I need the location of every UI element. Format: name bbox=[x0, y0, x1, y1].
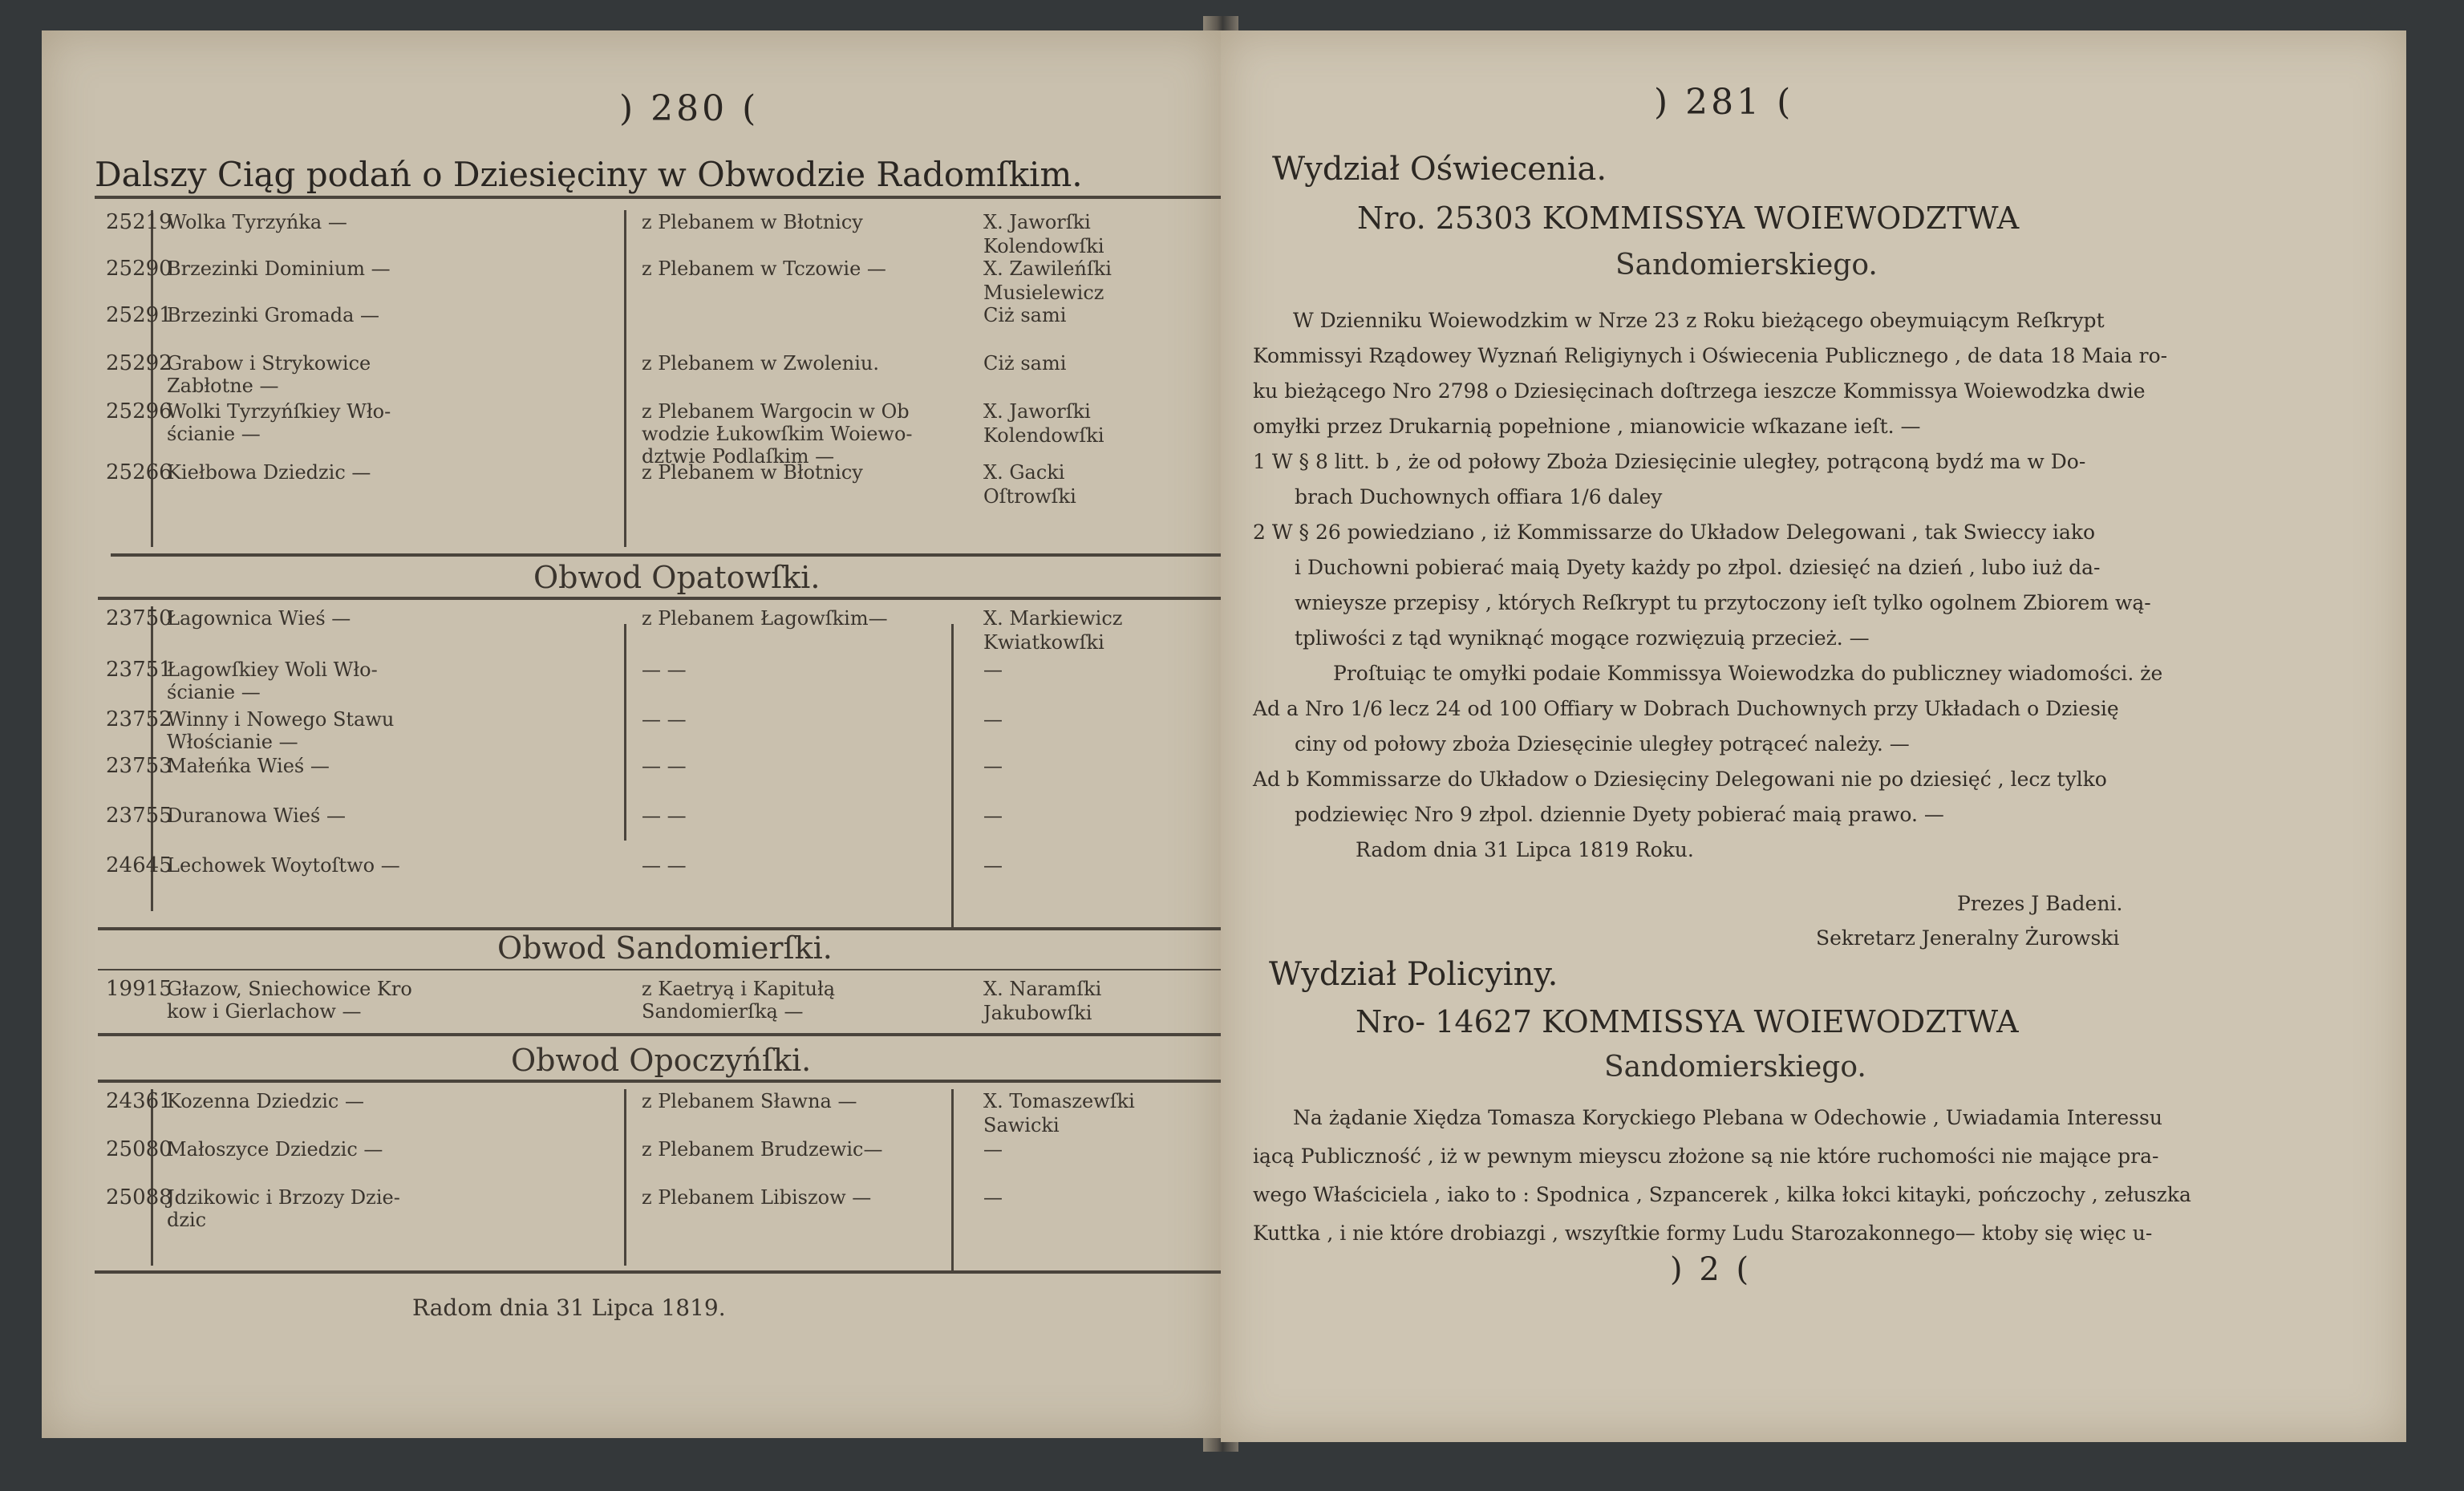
signature: Prezes J Badeni. bbox=[1957, 892, 2123, 915]
parish-with: — — bbox=[642, 804, 687, 827]
place-name: Brzezinki Gromada — bbox=[167, 304, 380, 326]
header-rule bbox=[95, 196, 1221, 199]
entry-number: 25088 bbox=[106, 1185, 172, 1209]
left-page bbox=[42, 30, 1221, 1438]
delegate-name: Kolendowſki bbox=[983, 424, 1104, 447]
notice-heading: Nro- 14627 KOMMISSYA WOIEWODZTWA bbox=[1356, 1004, 2019, 1039]
parish-with: — — bbox=[642, 854, 687, 877]
page-number: ) 280 ( bbox=[619, 88, 760, 129]
body-line: wnieysze przepisy , których Reſkrypt tu przytoczony ieſt tylko ogolnem Zbiorem wą- bbox=[1295, 591, 2151, 614]
delegate-name: Jakubowſki bbox=[983, 1002, 1092, 1024]
delegate-name: X. Zawileńſki bbox=[983, 257, 1112, 280]
right-page bbox=[1221, 30, 2406, 1442]
place-name: Jdzikowic i Brzozy Dzie- bbox=[167, 1186, 400, 1209]
department-heading: Wydział Policyiny. bbox=[1269, 956, 1558, 993]
entry-number: 25266 bbox=[106, 460, 172, 484]
parish-with: z Plebanem Libiszow — bbox=[642, 1186, 872, 1209]
body-line: Ad b Kommissarze do Układow o Dziesięciny Delegowani nie po dziesięć , lecz tylko bbox=[1253, 768, 2107, 791]
place-name-cont: ścianie — bbox=[167, 423, 261, 445]
place-name-cont: ścianie — bbox=[167, 681, 261, 703]
page-number: ) 281 ( bbox=[1654, 82, 1794, 123]
entry-number: 23750 bbox=[106, 606, 172, 630]
body-line: Proſtuiąc te omyłki podaie Kommissya Woiewodzka do publiczney wiadomości. że bbox=[1333, 662, 2163, 685]
delegate-name: Ciż sami bbox=[983, 304, 1067, 326]
delegate-name: — bbox=[983, 708, 1003, 731]
place-name-cont: kow i Gierlachow — bbox=[167, 1000, 362, 1023]
body-line: brach Duchownych offiara 1/6 daley bbox=[1295, 485, 1663, 508]
body-line: podziewięc Nro 9 złpol. dziennie Dyety pobierać maią prawo. — bbox=[1295, 803, 1944, 826]
page-title: Dalszy Ciąg podań o Dziesięciny w Obwodzie Radomſkim. bbox=[95, 155, 1083, 194]
body-line: ciny od połowy zboża Dziesęcinie uległey potrąceć należy. — bbox=[1295, 732, 1910, 756]
delegate-name: X. Jaworſki bbox=[983, 211, 1091, 233]
body-line: 1 W § 8 litt. b , że od połowy Zboża Dziesięcinie uległey, potrąconą bydź ma w Do- bbox=[1253, 450, 2086, 473]
body-line: Radom dnia 31 Lipca 1819 Roku. bbox=[1356, 838, 1694, 861]
body-line: Kuttka , i nie które drobiazgi , wszyſtkie formy Ludu Starozakonnego— ktoby się więc u- bbox=[1253, 1222, 2153, 1245]
delegate-name: X. Markiewicz bbox=[983, 607, 1123, 630]
entry-number: 25219 bbox=[106, 210, 172, 234]
parish-with: z Plebanem Wargocin w Ob bbox=[642, 400, 910, 423]
notice-heading: Nro. 25303 KOMMISSYA WOIEWODZTWA bbox=[1357, 201, 2020, 236]
entry-number: 19915 bbox=[106, 977, 172, 1001]
delegate-name: X. Naramſki bbox=[983, 978, 1102, 1000]
column-divider bbox=[624, 624, 626, 841]
body-line: omyłki przez Drukarnią popełnione , mianowicie wſkazane ieſt. — bbox=[1253, 415, 1921, 438]
section-rule bbox=[111, 553, 1221, 557]
signature-mark: ) 2 ( bbox=[1670, 1251, 1753, 1288]
parish-with: — — bbox=[642, 755, 687, 777]
delegate-name: — bbox=[983, 658, 1003, 681]
parish-with: — — bbox=[642, 708, 687, 731]
parish-with-cont: dztwie Podlaſkim — bbox=[642, 445, 835, 468]
section-rule bbox=[98, 1080, 1221, 1083]
entry-number: 25080 bbox=[106, 1137, 172, 1161]
body-line: Na żądanie Xiędza Tomasza Koryckiego Plebana w Odechowie , Uwiadamia Interessu bbox=[1293, 1106, 2162, 1129]
column-divider bbox=[951, 1089, 954, 1274]
place-name: Małeńka Wieś — bbox=[167, 755, 330, 777]
entry-number: 24645 bbox=[106, 853, 172, 877]
page-footer: Radom dnia 31 Lipca 1819. bbox=[412, 1294, 726, 1321]
place-name: Lechowek Woytoſtwo — bbox=[167, 854, 400, 877]
delegate-name: — bbox=[983, 755, 1003, 777]
column-divider bbox=[624, 1089, 626, 1266]
entry-number: 25291 bbox=[106, 303, 172, 327]
place-name: Łagownica Wieś — bbox=[167, 607, 351, 630]
delegate-name: — bbox=[983, 1186, 1003, 1209]
parish-with-cont: wodzie Łukowſkim Woiewo- bbox=[642, 423, 913, 445]
place-name: Wolka Tyrzyńka — bbox=[167, 211, 347, 233]
delegate-name: — bbox=[983, 804, 1003, 827]
section-rule bbox=[98, 969, 1221, 970]
place-name: Brzezinki Dominium — bbox=[167, 257, 391, 280]
parish-with: z Plebanem w Zwoleniu. bbox=[642, 352, 879, 375]
department-heading: Wydział Oświecenia. bbox=[1272, 151, 1607, 188]
entry-number: 25292 bbox=[106, 351, 172, 375]
section-rule bbox=[98, 1033, 1221, 1036]
entry-number: 23753 bbox=[106, 754, 172, 778]
delegate-name: Kolendowſki bbox=[983, 235, 1104, 257]
place-name-cont: Włościanie — bbox=[167, 731, 298, 753]
column-divider bbox=[624, 210, 626, 547]
column-divider bbox=[151, 1089, 153, 1266]
delegate-name: Sawicki bbox=[983, 1114, 1060, 1136]
delegate-name: X. Tomaszewſki bbox=[983, 1090, 1135, 1112]
notice-subheading: Sandomierskiego. bbox=[1604, 1051, 1866, 1084]
delegate-name: Kwiatkowſki bbox=[983, 631, 1104, 654]
section-rule bbox=[98, 597, 1221, 600]
delegate-name: Ciż sami bbox=[983, 352, 1067, 375]
place-name-cont: Zabłotne — bbox=[167, 375, 279, 397]
place-name: Łagowſkiey Woli Wło- bbox=[167, 658, 378, 681]
parish-with: z Plebanem w Błotnicy bbox=[642, 461, 863, 484]
entry-number: 24361 bbox=[106, 1089, 172, 1113]
body-line: wego Właściciela , iako to : Spodnica , Szpancerek , kilka łokci kitayki, pończochy , zełuszka bbox=[1253, 1183, 2191, 1206]
body-line: Ad a Nro 1/6 lecz 24 od 100 Offiary w Dobrach Duchownych przy Układach o Dziesię bbox=[1253, 697, 2119, 720]
delegate-name: X. Jaworſki bbox=[983, 400, 1091, 423]
notice-subheading: Sandomierskiego. bbox=[1615, 249, 1878, 282]
place-name: Grabow i Strykowice bbox=[167, 352, 371, 375]
section-heading: Obwod Opoczyńſki. bbox=[511, 1043, 812, 1078]
parish-with: z Plebanem Łagowſkim— bbox=[642, 607, 888, 630]
place-name: Małoszyce Dziedzic — bbox=[167, 1138, 383, 1161]
body-line: W Dzienniku Woiewodzkim w Nrze 23 z Roku bieżącego obeymuiącym Reſkrypt bbox=[1293, 309, 2105, 332]
entry-number: 25290 bbox=[106, 257, 172, 281]
parish-with: — — bbox=[642, 658, 687, 681]
place-name: Głazow, Sniechowice Kro bbox=[167, 978, 412, 1000]
parish-with: z Plebanem w Błotnicy bbox=[642, 211, 863, 233]
delegate-name: X. Gacki bbox=[983, 461, 1065, 484]
place-name: Kozenna Dziedzic — bbox=[167, 1090, 364, 1112]
signature: Sekretarz Jeneralny Żurowski bbox=[1816, 926, 2120, 950]
place-name: Wolki Tyrzyńſkiey Wło- bbox=[167, 400, 391, 423]
section-heading: Obwod Opatowſki. bbox=[533, 560, 821, 595]
delegate-name: — bbox=[983, 854, 1003, 877]
delegate-name: Musielewicz bbox=[983, 282, 1104, 304]
place-name: Kiełbowa Dziedzic — bbox=[167, 461, 371, 484]
delegate-name: Oſtrowſki bbox=[983, 485, 1076, 508]
entry-number: 23752 bbox=[106, 707, 172, 731]
parish-with: z Plebanem w Tczowie — bbox=[642, 257, 886, 280]
body-line: i Duchowni pobierać maią Dyety każdy po złpol. dziesięć na dzień , lubo iuż da- bbox=[1295, 556, 2101, 579]
body-line: 2 W § 26 powiedziano , iż Kommissarze do Układow Delegowani , tak Swieccy iako bbox=[1253, 521, 2096, 544]
body-line: Kommissyi Rządowey Wyznań Religiynych i Oświecenia Publicznego , de data 18 Maia ro- bbox=[1253, 344, 2168, 367]
body-line: iącą Publiczność , iż w pewnym mieyscu złożone są nie które ruchomości nie mające pra- bbox=[1253, 1145, 2159, 1168]
entry-number: 23751 bbox=[106, 658, 172, 682]
place-name: Winny i Nowego Stawu bbox=[167, 708, 395, 731]
body-line: ku bieżącego Nro 2798 o Dziesięcinach doſtrzega ieszcze Kommissya Woiewodzka dwie bbox=[1253, 379, 2146, 403]
delegate-name: — bbox=[983, 1138, 1003, 1161]
entry-number: 23755 bbox=[106, 804, 172, 828]
parish-with: z Kaetryą i Kapitułą bbox=[642, 978, 836, 1000]
entry-number: 25296 bbox=[106, 399, 172, 423]
column-divider bbox=[951, 624, 954, 929]
parish-with-cont: Sandomierſką — bbox=[642, 1000, 804, 1023]
place-name-cont: dzic bbox=[167, 1209, 207, 1231]
parish-with: z Plebanem Sławna — bbox=[642, 1090, 857, 1112]
place-name: Duranowa Wieś — bbox=[167, 804, 346, 827]
parish-with: z Plebanem Brudzewic— bbox=[642, 1138, 883, 1161]
section-heading: Obwod Sandomierſki. bbox=[497, 930, 833, 966]
table-bottom-rule bbox=[95, 1270, 1221, 1274]
body-line: tpliwości z tąd wyniknąć mogące rozwięzuią przecież. — bbox=[1295, 626, 1870, 650]
